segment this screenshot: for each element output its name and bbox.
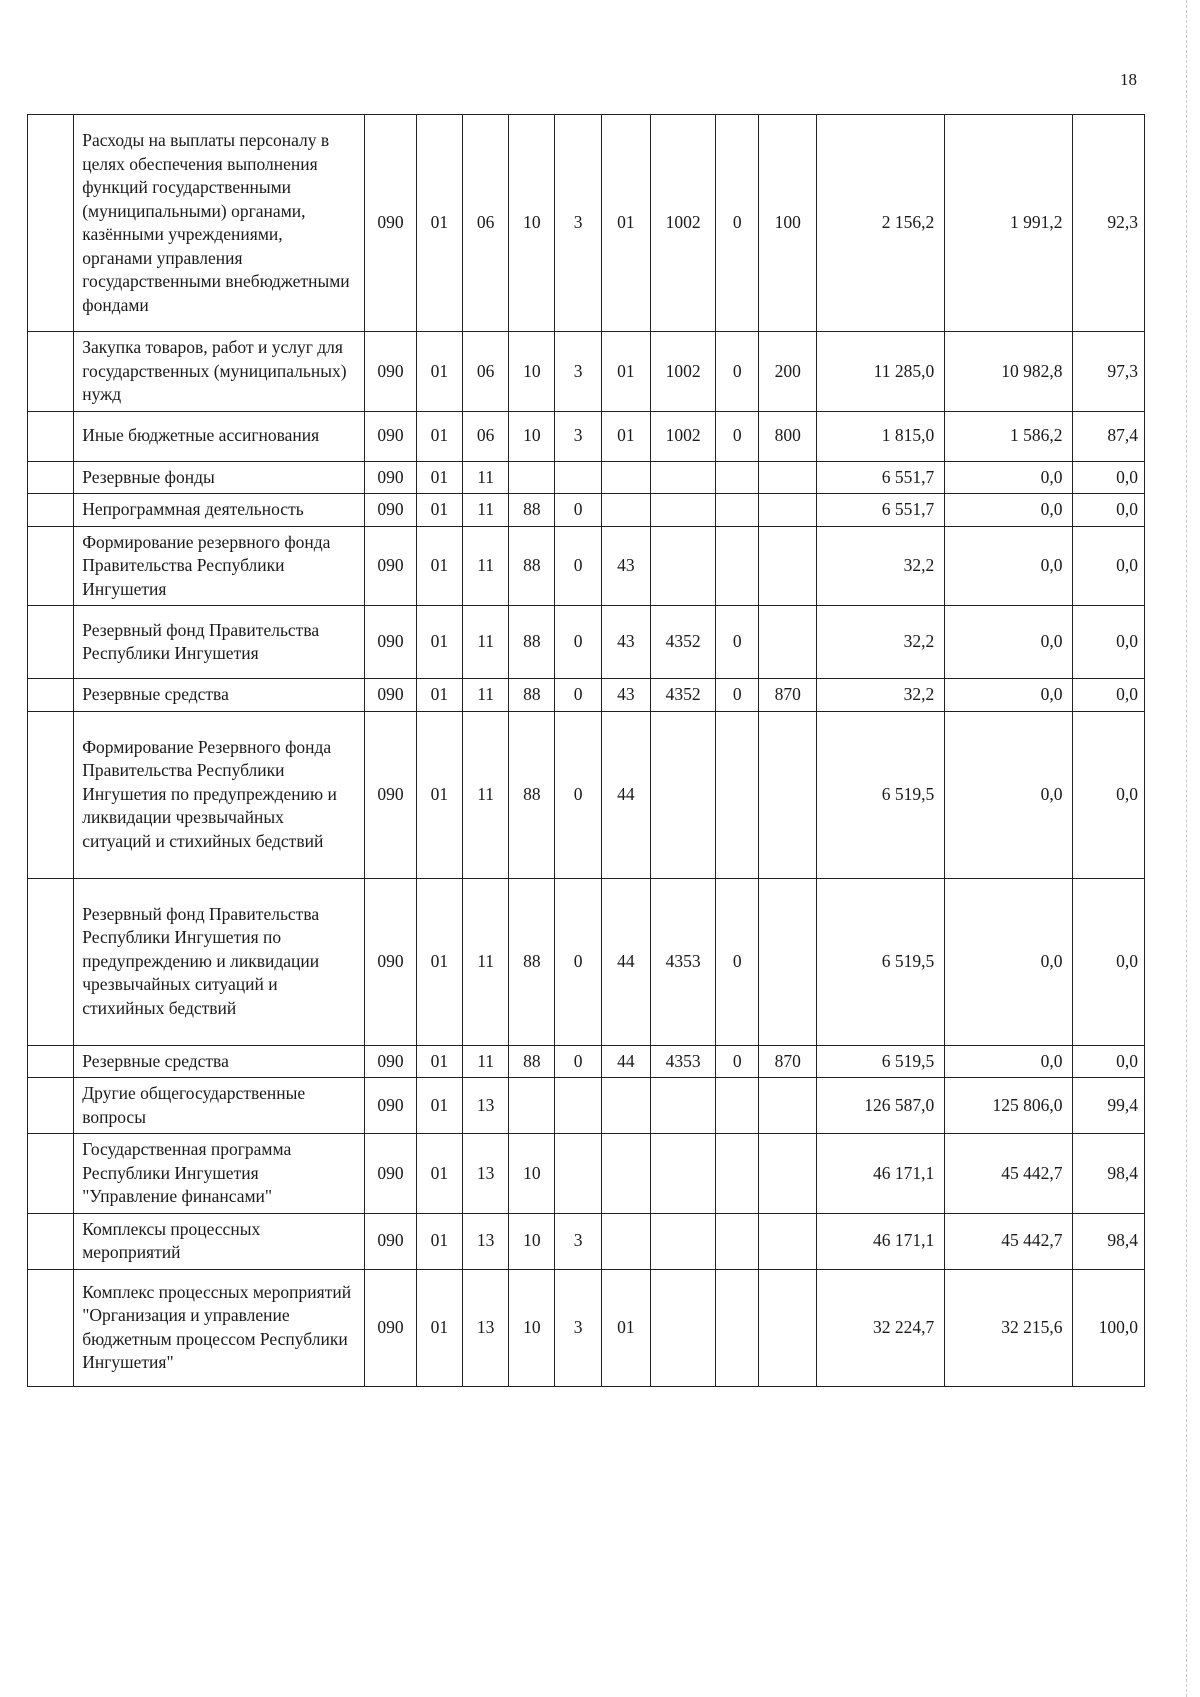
row-name-cell: Иные бюджетные ассигнования (74, 411, 365, 461)
plan-amount-cell: 32,2 (817, 679, 945, 712)
event-code-cell (601, 1213, 650, 1269)
subsection-code-cell: 13 (463, 1269, 509, 1386)
row-index-cell (28, 1213, 74, 1269)
expense-type-cell (759, 606, 817, 679)
table-row (28, 332, 1145, 412)
percent-cell: 0,0 (1073, 878, 1145, 1045)
event-code-cell: 01 (601, 1269, 650, 1386)
direction-code-cell: 4352 (651, 606, 716, 679)
subsection-code-cell: 13 (463, 1213, 509, 1269)
program-code-cell: 88 (509, 526, 555, 606)
code-cell (716, 1213, 759, 1269)
program-code-cell: 10 (509, 1213, 555, 1269)
program-code-cell: 88 (509, 1045, 555, 1078)
row-name-cell: Резервные фонды (74, 461, 365, 494)
code-cell (716, 1078, 759, 1134)
code-cell: 0 (716, 1045, 759, 1078)
percent-cell: 99,4 (1073, 1078, 1145, 1134)
program-code-cell: 88 (509, 679, 555, 712)
code-cell (716, 1269, 759, 1386)
row-name-cell: Комплекс процессных мероприятий "Организация и управление бюджетным процессом Республики Ингушетия" (74, 1269, 365, 1386)
budget-table-body (28, 115, 1145, 1387)
table-row (28, 1213, 1145, 1269)
expense-type-cell (759, 1134, 817, 1214)
direction-code-cell: 1002 (651, 332, 716, 412)
subprogram-code-cell (555, 461, 601, 494)
code-cell: 0 (716, 332, 759, 412)
expense-type-cell (759, 878, 817, 1045)
row-name-cell: Закупка товаров, работ и услуг для государственных (муниципальных) нужд (74, 332, 365, 412)
event-code-cell: 44 (601, 711, 650, 878)
direction-code-cell (651, 711, 716, 878)
row-index-cell (28, 461, 74, 494)
percent-cell: 100,0 (1073, 1269, 1145, 1386)
event-code-cell (601, 494, 650, 527)
subprogram-code-cell: 3 (555, 115, 601, 332)
table-row (28, 494, 1145, 527)
executed-amount-cell: 125 806,0 (945, 1078, 1073, 1134)
percent-cell: 0,0 (1073, 526, 1145, 606)
table-row (28, 679, 1145, 712)
plan-amount-cell: 6 519,5 (817, 1045, 945, 1078)
row-index-cell (28, 1078, 74, 1134)
row-name-cell: Резервные средства (74, 1045, 365, 1078)
subprogram-code-cell: 3 (555, 1213, 601, 1269)
row-index-cell (28, 526, 74, 606)
direction-code-cell (651, 1213, 716, 1269)
section-code-cell: 01 (416, 1078, 462, 1134)
plan-amount-cell: 1 815,0 (817, 411, 945, 461)
ministry-code-cell: 090 (365, 878, 416, 1045)
direction-code-cell: 1002 (651, 115, 716, 332)
row-name-cell: Государственная программа Республики Ингушетия "Управление финансами" (74, 1134, 365, 1214)
section-code-cell: 01 (416, 494, 462, 527)
expense-type-cell (759, 1078, 817, 1134)
program-code-cell: 88 (509, 878, 555, 1045)
row-index-cell (28, 1045, 74, 1078)
row-index-cell (28, 1269, 74, 1386)
subprogram-code-cell: 0 (555, 494, 601, 527)
direction-code-cell: 4353 (651, 878, 716, 1045)
ministry-code-cell: 090 (365, 461, 416, 494)
row-index-cell (28, 1134, 74, 1214)
scan-edge-line (1186, 0, 1188, 1697)
table-row (28, 461, 1145, 494)
code-cell (716, 494, 759, 527)
subsection-code-cell: 11 (463, 606, 509, 679)
table-row (28, 1045, 1145, 1078)
row-index-cell (28, 411, 74, 461)
ministry-code-cell: 090 (365, 1269, 416, 1386)
event-code-cell (601, 461, 650, 494)
row-index-cell (28, 711, 74, 878)
subsection-code-cell: 11 (463, 679, 509, 712)
program-code-cell: 88 (509, 494, 555, 527)
subsection-code-cell: 11 (463, 526, 509, 606)
program-code-cell: 10 (509, 411, 555, 461)
section-code-cell: 01 (416, 332, 462, 412)
ministry-code-cell: 090 (365, 679, 416, 712)
table-row (28, 711, 1145, 878)
expense-type-cell: 800 (759, 411, 817, 461)
row-index-cell (28, 332, 74, 412)
executed-amount-cell: 0,0 (945, 878, 1073, 1045)
percent-cell: 87,4 (1073, 411, 1145, 461)
program-code-cell: 10 (509, 332, 555, 412)
percent-cell: 0,0 (1073, 461, 1145, 494)
expense-type-cell: 870 (759, 679, 817, 712)
direction-code-cell (651, 494, 716, 527)
expense-type-cell (759, 461, 817, 494)
percent-cell: 0,0 (1073, 494, 1145, 527)
table-row (28, 878, 1145, 1045)
executed-amount-cell: 1 991,2 (945, 115, 1073, 332)
budget-table (27, 114, 1145, 1387)
code-cell: 0 (716, 878, 759, 1045)
expense-type-cell (759, 1213, 817, 1269)
plan-amount-cell: 32,2 (817, 606, 945, 679)
ministry-code-cell: 090 (365, 332, 416, 412)
program-code-cell (509, 461, 555, 494)
table-row (28, 1134, 1145, 1214)
row-name-cell: Расходы на выплаты персоналу в целях обеспечения выполнения функций государственными (муниципальными) органами, казёнными учреждениями, органами управления государственными внебюджетными фондами (74, 115, 365, 332)
executed-amount-cell: 0,0 (945, 526, 1073, 606)
plan-amount-cell: 126 587,0 (817, 1078, 945, 1134)
plan-amount-cell: 6 519,5 (817, 878, 945, 1045)
percent-cell: 0,0 (1073, 1045, 1145, 1078)
ministry-code-cell: 090 (365, 526, 416, 606)
program-code-cell: 10 (509, 115, 555, 332)
section-code-cell: 01 (416, 526, 462, 606)
direction-code-cell (651, 461, 716, 494)
table-row (28, 606, 1145, 679)
section-code-cell: 01 (416, 1213, 462, 1269)
table-row (28, 526, 1145, 606)
percent-cell: 0,0 (1073, 606, 1145, 679)
section-code-cell: 01 (416, 878, 462, 1045)
percent-cell: 98,4 (1073, 1213, 1145, 1269)
row-index-cell (28, 606, 74, 679)
percent-cell: 92,3 (1073, 115, 1145, 332)
row-index-cell (28, 115, 74, 332)
subsection-code-cell: 11 (463, 878, 509, 1045)
plan-amount-cell: 32 224,7 (817, 1269, 945, 1386)
ministry-code-cell: 090 (365, 1134, 416, 1214)
direction-code-cell (651, 1078, 716, 1134)
event-code-cell (601, 1078, 650, 1134)
row-name-cell: Резервный фонд Правительства Республики Ингушетия по предупреждению и ликвидации чрезвычайных ситуаций и стихийных бедствий (74, 878, 365, 1045)
executed-amount-cell: 0,0 (945, 711, 1073, 878)
row-index-cell (28, 679, 74, 712)
plan-amount-cell: 6 519,5 (817, 711, 945, 878)
code-cell: 0 (716, 606, 759, 679)
expense-type-cell (759, 526, 817, 606)
subprogram-code-cell: 3 (555, 411, 601, 461)
section-code-cell: 01 (416, 461, 462, 494)
section-code-cell: 01 (416, 411, 462, 461)
event-code-cell: 43 (601, 606, 650, 679)
section-code-cell: 01 (416, 711, 462, 878)
event-code-cell: 44 (601, 878, 650, 1045)
code-cell (716, 526, 759, 606)
row-name-cell: Комплексы процессных мероприятий (74, 1213, 365, 1269)
direction-code-cell (651, 1269, 716, 1386)
expense-type-cell (759, 711, 817, 878)
subsection-code-cell: 06 (463, 332, 509, 412)
event-code-cell: 01 (601, 115, 650, 332)
table-row (28, 411, 1145, 461)
row-index-cell (28, 878, 74, 1045)
subprogram-code-cell: 3 (555, 1269, 601, 1386)
direction-code-cell: 1002 (651, 411, 716, 461)
expense-type-cell: 100 (759, 115, 817, 332)
table-row (28, 1269, 1145, 1386)
event-code-cell: 43 (601, 679, 650, 712)
section-code-cell: 01 (416, 606, 462, 679)
program-code-cell: 10 (509, 1269, 555, 1386)
subprogram-code-cell (555, 1078, 601, 1134)
ministry-code-cell: 090 (365, 115, 416, 332)
ministry-code-cell: 090 (365, 606, 416, 679)
section-code-cell: 01 (416, 679, 462, 712)
page-number: 18 (1120, 70, 1137, 89)
executed-amount-cell: 0,0 (945, 494, 1073, 527)
program-code-cell: 10 (509, 1134, 555, 1214)
event-code-cell: 43 (601, 526, 650, 606)
executed-amount-cell: 0,0 (945, 679, 1073, 712)
code-cell: 0 (716, 115, 759, 332)
section-code-cell: 01 (416, 1134, 462, 1214)
executed-amount-cell: 45 442,7 (945, 1134, 1073, 1214)
direction-code-cell: 4353 (651, 1045, 716, 1078)
program-code-cell (509, 1078, 555, 1134)
expense-type-cell: 870 (759, 1045, 817, 1078)
row-name-cell: Резервный фонд Правительства Республики Ингушетия (74, 606, 365, 679)
subsection-code-cell: 11 (463, 711, 509, 878)
program-code-cell: 88 (509, 711, 555, 878)
section-code-cell: 01 (416, 1269, 462, 1386)
direction-code-cell: 4352 (651, 679, 716, 712)
plan-amount-cell: 46 171,1 (817, 1213, 945, 1269)
subprogram-code-cell: 0 (555, 1045, 601, 1078)
subsection-code-cell: 11 (463, 1045, 509, 1078)
executed-amount-cell: 0,0 (945, 606, 1073, 679)
subsection-code-cell: 11 (463, 461, 509, 494)
direction-code-cell (651, 1134, 716, 1214)
expense-type-cell: 200 (759, 332, 817, 412)
executed-amount-cell: 10 982,8 (945, 332, 1073, 412)
percent-cell: 98,4 (1073, 1134, 1145, 1214)
row-name-cell: Непрограммная деятельность (74, 494, 365, 527)
code-cell (716, 1134, 759, 1214)
ministry-code-cell: 090 (365, 411, 416, 461)
code-cell (716, 711, 759, 878)
row-name-cell: Другие общегосударственные вопросы (74, 1078, 365, 1134)
subsection-code-cell: 06 (463, 115, 509, 332)
event-code-cell: 44 (601, 1045, 650, 1078)
plan-amount-cell: 2 156,2 (817, 115, 945, 332)
code-cell (716, 461, 759, 494)
event-code-cell: 01 (601, 332, 650, 412)
expense-type-cell (759, 494, 817, 527)
subsection-code-cell: 11 (463, 494, 509, 527)
code-cell: 0 (716, 411, 759, 461)
subsection-code-cell: 13 (463, 1078, 509, 1134)
percent-cell: 0,0 (1073, 711, 1145, 878)
subprogram-code-cell: 0 (555, 679, 601, 712)
direction-code-cell (651, 526, 716, 606)
table-row (28, 1078, 1145, 1134)
executed-amount-cell: 32 215,6 (945, 1269, 1073, 1386)
expense-type-cell (759, 1269, 817, 1386)
ministry-code-cell: 090 (365, 494, 416, 527)
ministry-code-cell: 090 (365, 1213, 416, 1269)
code-cell: 0 (716, 679, 759, 712)
executed-amount-cell: 0,0 (945, 1045, 1073, 1078)
table-row (28, 115, 1145, 332)
plan-amount-cell: 11 285,0 (817, 332, 945, 412)
row-name-cell: Формирование Резервного фонда Правительства Республики Ингушетия по предупреждению и ликвидации чрезвычайных ситуаций и стихийных бедствий (74, 711, 365, 878)
subprogram-code-cell: 0 (555, 711, 601, 878)
subprogram-code-cell: 0 (555, 878, 601, 1045)
subprogram-code-cell: 3 (555, 332, 601, 412)
plan-amount-cell: 46 171,1 (817, 1134, 945, 1214)
subsection-code-cell: 13 (463, 1134, 509, 1214)
row-index-cell (28, 494, 74, 527)
executed-amount-cell: 45 442,7 (945, 1213, 1073, 1269)
subsection-code-cell: 06 (463, 411, 509, 461)
subprogram-code-cell (555, 1134, 601, 1214)
executed-amount-cell: 0,0 (945, 461, 1073, 494)
percent-cell: 97,3 (1073, 332, 1145, 412)
event-code-cell (601, 1134, 650, 1214)
section-code-cell: 01 (416, 1045, 462, 1078)
section-code-cell: 01 (416, 115, 462, 332)
row-name-cell: Формирование резервного фонда Правительства Республики Ингушетия (74, 526, 365, 606)
ministry-code-cell: 090 (365, 1078, 416, 1134)
row-name-cell: Резервные средства (74, 679, 365, 712)
subprogram-code-cell: 0 (555, 606, 601, 679)
ministry-code-cell: 090 (365, 711, 416, 878)
program-code-cell: 88 (509, 606, 555, 679)
subprogram-code-cell: 0 (555, 526, 601, 606)
ministry-code-cell: 090 (365, 1045, 416, 1078)
plan-amount-cell: 6 551,7 (817, 494, 945, 527)
plan-amount-cell: 32,2 (817, 526, 945, 606)
executed-amount-cell: 1 586,2 (945, 411, 1073, 461)
plan-amount-cell: 6 551,7 (817, 461, 945, 494)
percent-cell: 0,0 (1073, 679, 1145, 712)
event-code-cell: 01 (601, 411, 650, 461)
